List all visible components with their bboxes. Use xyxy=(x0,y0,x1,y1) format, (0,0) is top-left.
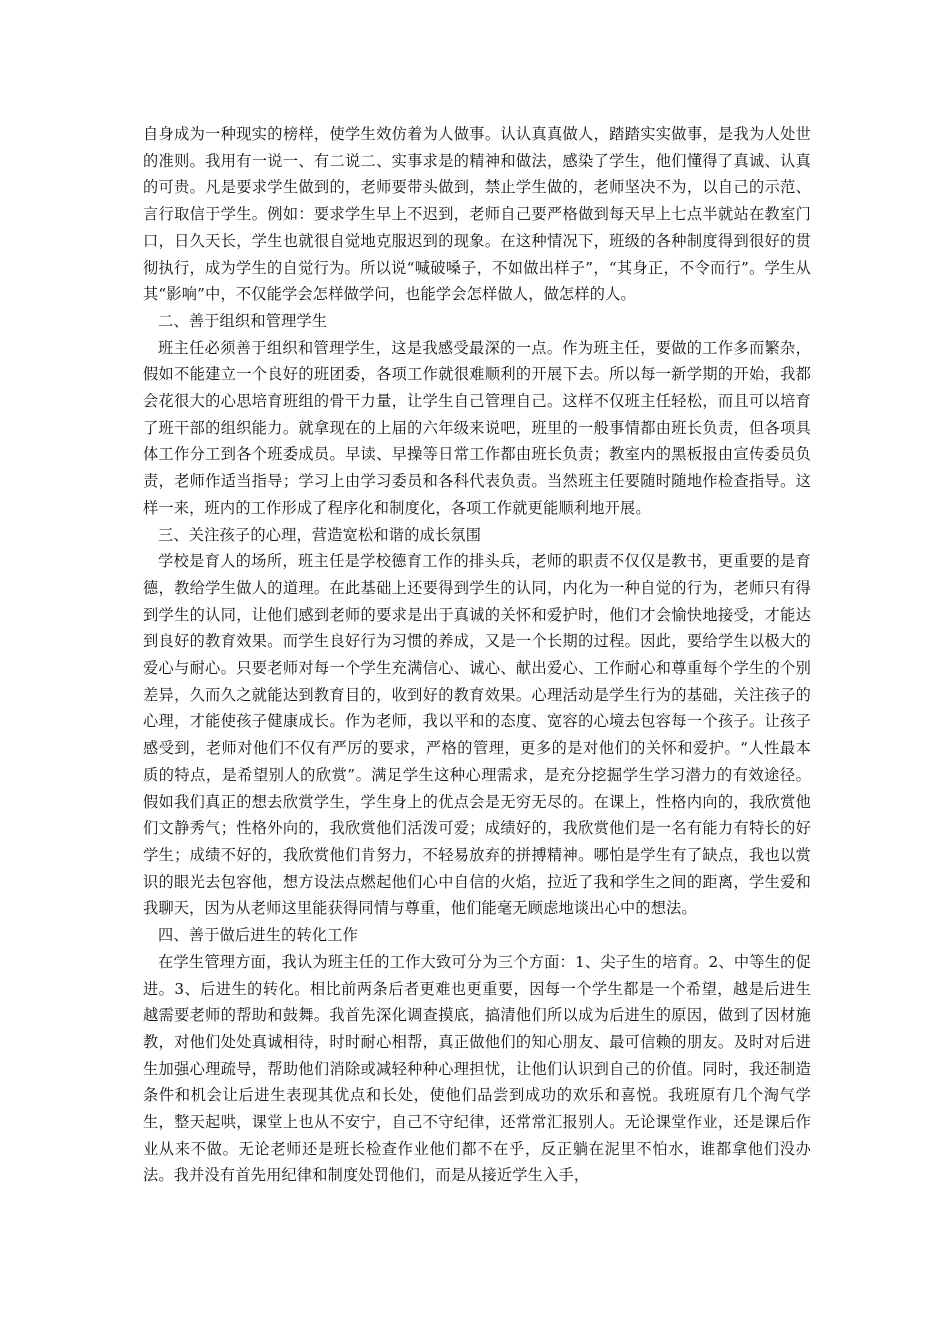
section-heading-2: 二、善于组织和管理学生 xyxy=(158,311,328,330)
document-page xyxy=(143,121,811,1189)
paragraph-role-model: 自身成为一种现实的榜样，使学生效仿着为人做事。认认真真做人，踏踏实实做事，是我为人处世的准则。我用有一说一、有二说二、实事求是的精神和做法，感染了学生，他们懂得了真诚、认真的可贵。凡是要求学生做到的，老师要带头做到，禁止学生做的，老师坚决不为，以自己的示范、言行取信于学生。例如：要求学生早上不迟到，老师自己要严格做到每天早上七点半就站在教室门口，日久天长，学生也就很自觉地克服迟到的现象。在这种情况下，班级的各种制度得到很好的贯彻执行，成为学生的自觉行为。所以说“喊破嗓子，不如做出样子”，“其身正，不令而行”。学生从其“影响”中，不仅能学会怎样做学问，也能学会怎样做人，做怎样的人。 xyxy=(143,125,811,304)
paragraph-child-psychology: 学校是育人的场所，班主任是学校德育工作的排头兵，老师的职责不仅仅是教书，更重要的是育德，教给学生做人的道理。在此基础上还要得到学生的认同，内化为一种自觉的行为，老师只有得到学生的认同，让他们感到老师的要求是出于真诚的关怀和爱护时，他们才会愉快地接受，才能达到良好的教育效果。而学生良好行为习惯的养成，又是一个长期的过程。因此，要给学生以极大的爱心与耐心。只要老师对每一个学生充满信心、诚心、献出爱心、工作耐心和尊重每个学生的个别差异，久而久之就能达到教育目的，收到好的教育效果。心理活动是学生行为的基础，关注孩子的心理，才能使孩子健康成长。作为老师，我以平和的态度、宽容的心境去包容每一个孩子。让孩子感受到，老师对他们不仅有严厉的要求，严格的管理，更多的是对他们的关怀和爱护。“人性最本质的特点，是希望别人的欣赏”。满足学生这种心理需求，是充分挖掘学生学习潜力的有效途径。假如我们真正的想去欣赏学生，学生身上的优点会是无穷无尽的。在课上，性格内向的，我欣赏他们文静秀气；性格外向的，我欣赏他们活泼可爱；成绩好的，我欣赏他们是一名有能力有特长的好学生；成绩不好的，我欣赏他们肯努力，不轻易放弃的拼搏精神。哪怕是学生有了缺点，我也以赏识的眼光去包容他，想方设法点燃起他们心中自信的火焰，拉近了我和学生之间的距离，学生爱和我聊天，因为从老师这里能获得同情与尊重，他们能毫无顾虑地谈出心中的想法。 xyxy=(143,552,811,918)
paragraph-organize-students: 班主任必须善于组织和管理学生，这是我感受最深的一点。作为班主任，要做的工作多而繁杂，假如不能建立一个良好的班团委，各项工作就很难顺利的开展下去。所以每一新学期的开始，我都会花很大的心思培育班组的骨干力量，让学生自己管理自己。这样不仅班主任轻松，而且可以培育了班干部的组织能力。就拿现在的上届的六年级来说吧，班里的一般事情都由班长负责，但各项具体工作分工到各个班委成员。早读、早操等日常工作都由班长负责；教室内的黑板报由宣传委员负责，老师作适当指导；学习上由学习委员和各科代表负责。当然班主任要随时随地作检查指导。这样一来，班内的工作形成了程序化和制度化，各项工作就更能顺利地开展。 xyxy=(143,338,811,517)
section-heading-4: 四、善于做后进生的转化工作 xyxy=(158,926,359,945)
paragraph-underachievers: 在学生管理方面，我认为班主任的工作大致可分为三个方面：1、尖子生的培育。2、中等生的促进。3、后进生的转化。相比前两条后者更难也更重要，因每一个学生都是一个希望，越是后进生越需要老师的帮助和鼓舞。我首先深化调查摸底，搞清他们所以成为后进生的原因，做到了因材施教，对他们处处真诚相待，时时耐心相帮，真正做他们的知心朋友、最可信赖的朋友。及时对后进生加强心理疏导，帮助他们消除或减轻种种心理担忧，让他们认识到自己的价值。同时，我还制造条件和机会让后进生表现其优点和长处，使他们品尝到成功的欢乐和喜悦。我班原有几个淘气学生，整天起哄，课堂上也从不安宁，自己不守纪律，还常常汇报别人。无论课堂作业，还是课后作业从来不做。无论老师还是班长检查作业他们都不在乎，反正躺在泥里不怕水，谁都拿他们没办法。我并没有首先用纪律和制度处罚他们，而是从接近学生入手， xyxy=(143,952,811,1185)
section-heading-3: 三、关注孩子的心理，营造宽松和谐的成长氛围 xyxy=(158,525,482,544)
